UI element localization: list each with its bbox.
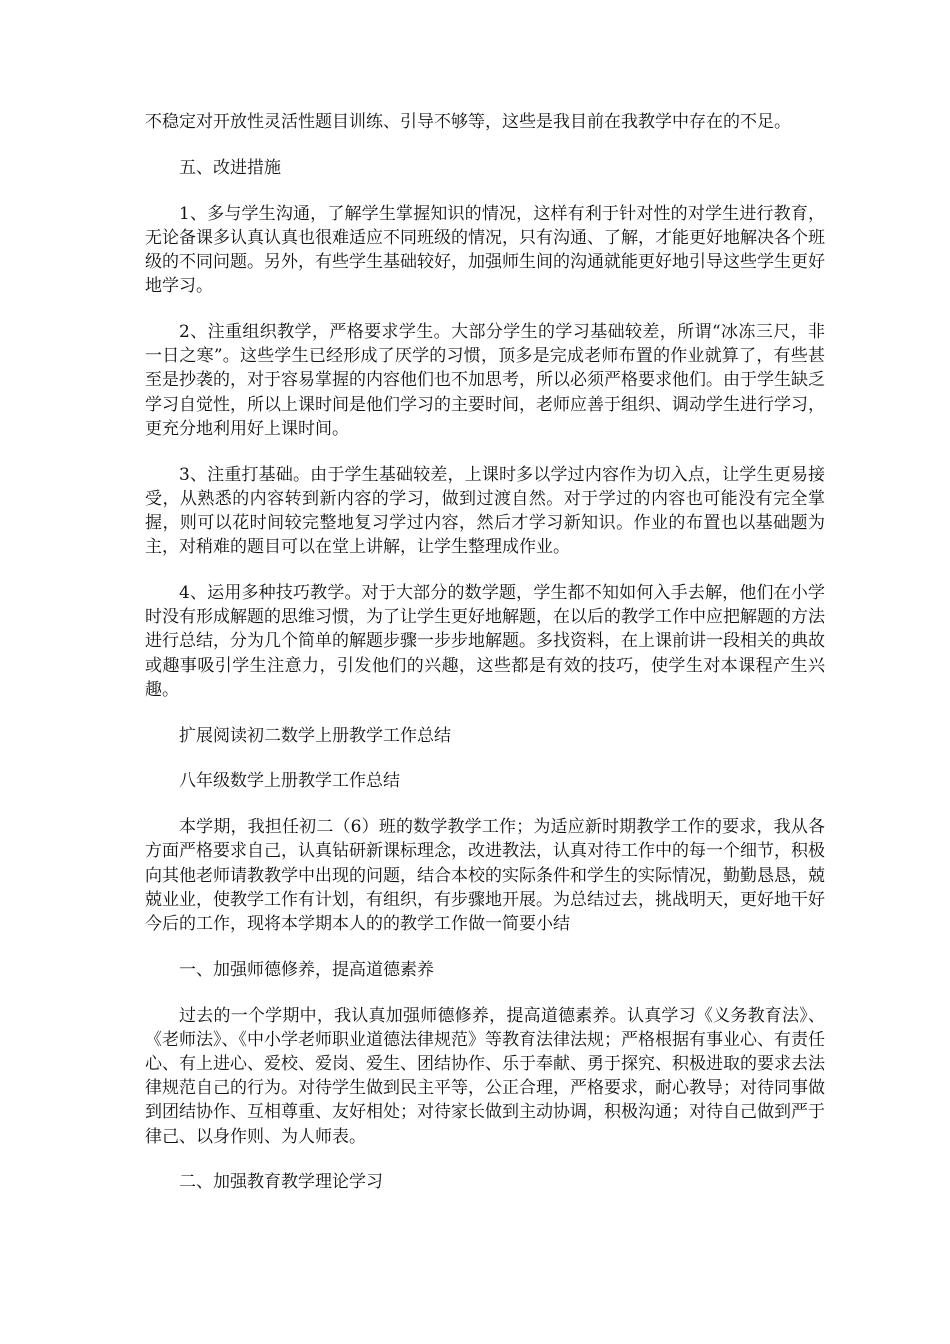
section-heading-improvement-measures: 五、改进措施 xyxy=(179,157,281,178)
paragraph-ethics: 过去的一个学期中，我认真加强师德修养，提高道德素养。认真学习《义务教育法》、《老师法》、《中小学老师职业道德法律规范》等教育法律法规；严格根据有事业心、有责任心、有上进心、爱校、爱岗、爱生、团结协作、乐于奉献、勇于探究、积极进取的要求去法律规范自己的行为。对待学生做到民主平等，公正合理，严格要求，耐心教导；对待同事做到团结协作、互相尊重、友好相处；对待家长做到主动协调，积极沟通；对待自己做到严于律己、以身作则、为人师表。 xyxy=(145,1005,825,1147)
paragraph-measure-4: 4、运用多种技巧教学。对于大部分的数学题，学生都不知如何入手去解，他们在小学时没有形成解题的思维习惯，为了让学生更好地解题，在以后的教学工作中应把解题的方法进行总结，分为几个简单的解题步骤一步步地解题。多找资料，在上课前讲一段相关的典故或趣事吸引学生注意力，引发他们的兴趣，这些都是有效的技巧，使学生对本课程产生兴趣。 xyxy=(145,583,825,700)
paragraph-measure-3: 3、注重打基础。由于学生基础较差，上课时多以学过内容作为切入点，让学生更易接受，从熟悉的内容转到新内容的学习，做到过渡自然。对于学过的内容也可能没有完全掌握，则可以花时间较完整地复习学过内容，然后才学习新知识。作业的布置也以基础题为主，对稍难的题目可以在堂上讲解，让学生整理成作业。 xyxy=(145,464,825,558)
paragraph-intro: 本学期，我担任初二（6）班的数学教学工作；为适应新时期教学工作的要求，我从各方面严格要求自己，认真钻研新课标理念，改进教法，认真对待工作中的每一个细节，积极向其他老师请教教学中出现的问题，结合本校的实际条件和学生的实际情况，勤勤恳恳，兢兢业业，使教学工作有计划，有组织，有步骤地开展。为总结过去，挑战明天，更好地干好今后的工作，现将本学期本人的的教学工作做一简要小结 xyxy=(145,817,825,935)
document-page xyxy=(145,110,825,1216)
paragraph-continuation: 不稳定对开放性灵活性题目训练、引导不够等，这些是我目前在我教学中存在的不足。 xyxy=(145,112,791,132)
paragraph-measure-1: 1、多与学生沟通，了解学生掌握知识的情况，这样有利于针对性的对学生进行教育，无论备课多认真认真也很难适应不同班级的情况，只有沟通、了解，才能更好地解决各个班级的不同问题。另外，有些学生基础较好，加强师生间的沟通就能更好地引导这些学生更好地学习。 xyxy=(145,203,825,297)
paragraph-measure-2: 2、注重组织教学，严格要求学生。大部分学生的学习基础较差，所谓“冰冻三尺，非一日之寒”。这些学生已经形成了厌学的习惯，顶多是完成老师布置的作业就算了，有些甚至是抄袭的，对于容易掌握的内容他们也不加思考，所以必须严格要求他们。由于学生缺乏学习自觉性，所以上课时间是他们学习的主要时间，老师应善于组织、调动学生进行学习，更充分地利用好上课时间。 xyxy=(145,322,825,439)
extended-reading-title: 扩展阅读初二数学上册教学工作总结 xyxy=(179,725,451,746)
section-heading-theory-study: 二、加强教育教学理论学习 xyxy=(179,1172,383,1193)
summary-title: 八年级数学上册教学工作总结 xyxy=(179,771,400,792)
section-heading-ethics: 一、加强师德修养，提高道德素养 xyxy=(179,959,434,980)
